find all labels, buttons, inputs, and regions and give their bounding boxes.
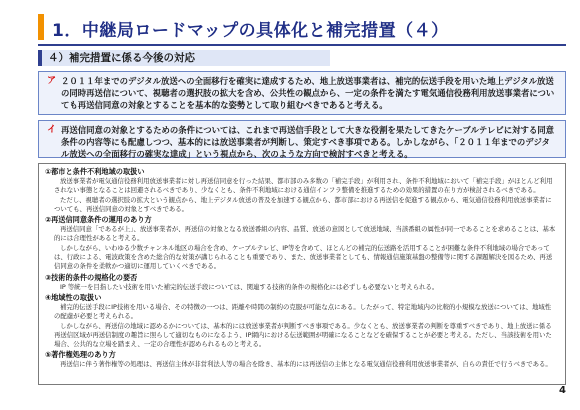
- section-paragraph: IP 等統一を目指したい技術を用いた補完的伝送手段については、関連する技術的条件の規格化には必ずしも必要ないと考えられる。: [60, 282, 439, 291]
- title-accent-bar: [38, 14, 44, 40]
- section-heading: ③技術的条件の規格化の要否: [45, 272, 138, 282]
- point-box-i: [38, 120, 566, 158]
- page-number: 4: [559, 385, 566, 396]
- section-heading: ①都市と条件不利地域の取扱い: [45, 167, 145, 176]
- point-marker-i: イ: [47, 125, 57, 135]
- section-paragraph: 再送信同意「であるが上」、放送事業者が、再送信の対象となる放送番組の内容、品質、放送の意図として放送地域、当該番組の属性が同一であることを求めることは、基本的には合理性があると考える。: [54, 225, 556, 243]
- detail-section: [45, 350, 557, 369]
- section-heading: ⑤著作権処理のあり方: [45, 350, 116, 360]
- detail-section: [45, 215, 557, 271]
- section-paragraph: しかしながら、再送信の地域に認めるかについては、基本的には放送事業者が判断すべき事項である。少なくとも、放送事業者の判断を尊重すべきであり、地上放送に係る再送信区域が再送信制度の趣旨に照らして適切なものになるよう、IP網内における伝送範囲が明確になることなどを確保することが必要と考える。ただし、当該技術を用いた場合、公共的な立場を踏まえ、一定の合理性が認められるものと考える。: [54, 321, 552, 349]
- point-text-a: ２０１１年までのデジタル放送への全面移行を確実に達成するため、地上放送事業者は、補完的伝送手段を用いた地上デジタル放送の同時再送信について、視聴者の選択肢の拡大を含め、公共性の観点から、一定の条件を満たす電気通信役務利用放送事業者についても再送信同意の対象とすることを基本的な姿勢として取り組むべきであると考える。: [61, 76, 555, 110]
- detail-section: [45, 273, 557, 292]
- section-paragraph: 補完的伝送手段にIP技術を用いる場合、その特徴の一つは、距離や時間の制約の克服が可能な点にある。したがって、特定地域内の比較的小規模な放送については、地域性の配慮が必要と考えられる。: [54, 302, 552, 321]
- section-paragraph: ただし、視聴者の選択肢の拡大という観点から、地上デジタル放送の普及を加速する観点から、都市部における再送信を促進する観点から、電気通信役務利用放送事業者についても、再送信同意の対象とすべきである。: [54, 195, 552, 213]
- section-heading: ④地域性の取扱い: [45, 292, 102, 302]
- section-paragraph: しかしながら、いわゆる少数チャンネル地区の場合を含め、ケーブルテレビ、IP等を含めて、ほとんどの補完的伝送路を活用することが困難な条件不利地域の場合であっては、行政による、電波政策を含めた総合的な対策が講じられることも重要であり、また、放送事業者としても、情報通信施策基盤の整備等に関する課題解決を図るため、再送信同意の条件を柔軟かつ適切に運用していくべきである。: [54, 243, 553, 271]
- section-heading: ②再送信同意条件の運用のあり方: [45, 215, 152, 225]
- section-paragraph: 放送事業者が電気通信役務利用放送事業者に対し再送信同意を行った結果、都市部のみ多数の「補完手段」が利用され、条件不利地域において「補完手段」がほとんど利用されない事態となることは回避されるべきであり、少なくとも、条件不利地域における通信インフラ整備を推進するための効果的措置の在り方が検討されるべきである。: [54, 177, 553, 195]
- slide-title: 1．中継局ロードマップの具体化と補完措置（４）: [52, 21, 449, 41]
- point-box-a: [38, 71, 566, 115]
- detail-section: [45, 293, 557, 349]
- section-subtitle: ４）補完措置に係る今後の対応: [38, 50, 330, 66]
- point-marker-a: ア: [47, 76, 57, 86]
- detail-panel: [38, 163, 566, 385]
- section-paragraph: 再送信に伴う著作権等の処理は、再送信主体が非営利法人等の場合を除き、基本的には再送信の主体となる電気通信役務利用放送事業者が、自らの責任で行うべきである。: [60, 360, 552, 369]
- point-text-i: 再送信同意の対象とするための条件については、これまで再送信手段として大きな役割を果たしてきたケーブルテレビに対する同意条件の内容等にも配慮しつつ、基本的には放送事業者が判断し、策定すべき事項である。しかしながら、「２０１１年までのデジタル放送への全面移行の確実な達成」という視点から、次のような方向で検討すべきと考える。: [61, 125, 555, 159]
- slide-title-bar: [38, 10, 566, 46]
- detail-section: [45, 167, 557, 214]
